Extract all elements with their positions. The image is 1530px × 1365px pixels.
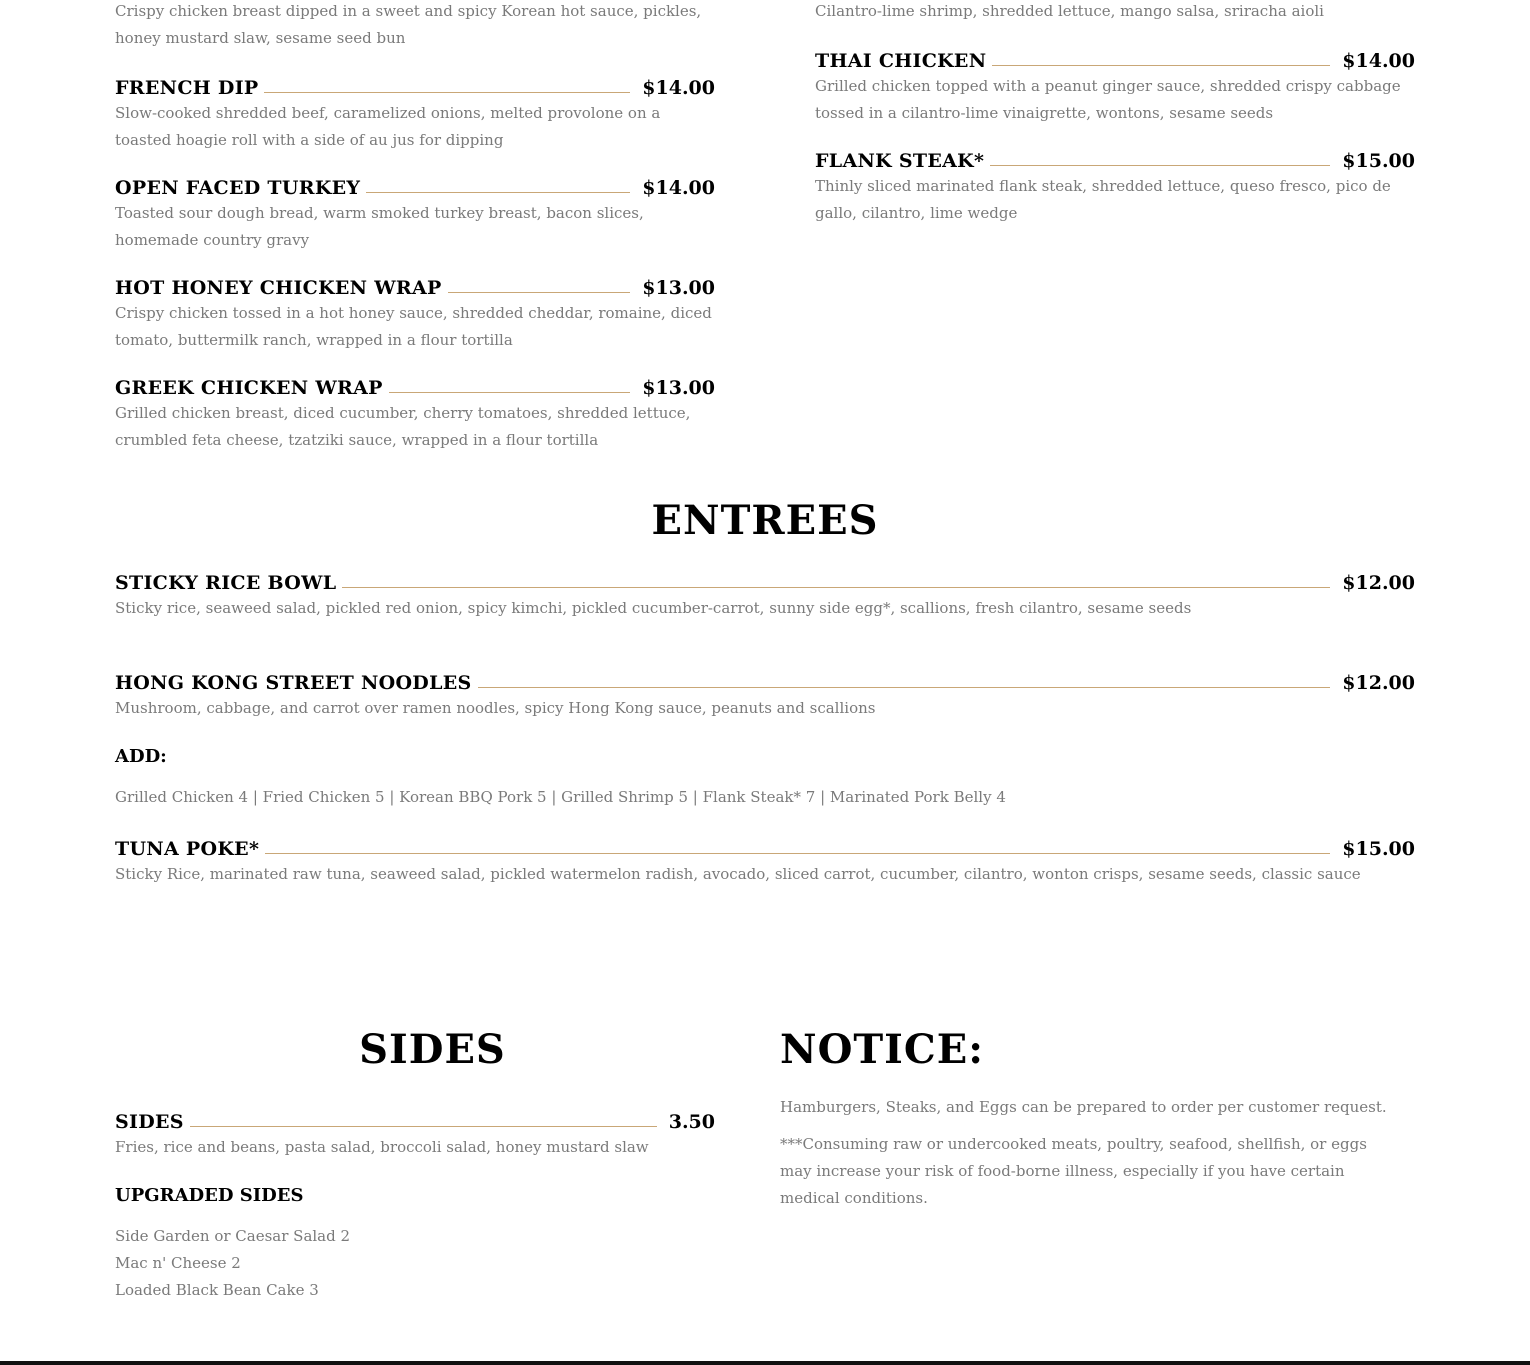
item-price: $13.00 bbox=[642, 277, 715, 299]
add-ons-label: ADD: bbox=[115, 746, 167, 767]
dotted-leader bbox=[366, 191, 630, 193]
item-description: Crispy chicken tossed in a hot honey sauce, shredded cheddar, romaine, diced tomato, buttermilk ranch, wrapped in a flour tortilla bbox=[115, 304, 712, 349]
item-description: Fries, rice and beans, pasta salad, broccoli salad, honey mustard slaw bbox=[115, 1138, 649, 1156]
dotted-leader bbox=[448, 291, 631, 293]
item-price: $14.00 bbox=[642, 177, 715, 199]
dotted-leader bbox=[389, 391, 631, 393]
item-description: Crispy chicken breast dipped in a sweet and spicy Korean hot sauce, pickles, honey mustard slaw, sesame seed bun bbox=[115, 2, 702, 47]
menu-item-tuna-poke bbox=[115, 833, 1415, 888]
menu-item-thai-chicken bbox=[815, 45, 1415, 127]
list-item: Mac n' Cheese 2 bbox=[115, 1254, 241, 1272]
item-price: $13.00 bbox=[642, 377, 715, 399]
dotted-leader bbox=[264, 91, 630, 93]
menu-item-hot-honey-chicken-wrap bbox=[115, 272, 715, 354]
item-name: OPEN FACED TURKEY bbox=[115, 177, 361, 199]
item-description: Grilled chicken breast, diced cucumber, cherry tomatoes, shredded lettuce, crumbled feta cheese, tzatziki sauce, wrapped in a flour tortilla bbox=[115, 404, 691, 449]
item-price: 3.50 bbox=[668, 1111, 715, 1133]
item-price: $14.00 bbox=[642, 77, 715, 99]
menu-item-open-faced-turkey bbox=[115, 172, 715, 254]
menu-item-hong-kong-street-noodles bbox=[115, 667, 1415, 722]
item-description: Grilled chicken topped with a peanut ginger sauce, shredded crispy cabbage tossed in a cilantro-lime vinaigrette, wontons, sesame seeds bbox=[815, 77, 1401, 122]
item-name: HONG KONG STREET NOODLES bbox=[115, 672, 472, 694]
menu-item-french-dip bbox=[115, 72, 715, 154]
menu-item-flank-steak bbox=[815, 145, 1415, 227]
item-description: Sticky Rice, marinated raw tuna, seaweed salad, pickled watermelon radish, avocado, sliced carrot, cucumber, cilantro, wonton crisps, sesame seeds, classic sauce bbox=[115, 865, 1361, 883]
item-name: TUNA POKE* bbox=[115, 838, 260, 860]
item-name: STICKY RICE BOWL bbox=[115, 572, 337, 594]
menu-item-korean-chicken-desc-fragment bbox=[115, 0, 715, 52]
dotted-leader bbox=[342, 586, 1330, 588]
item-price: $15.00 bbox=[1342, 150, 1415, 172]
item-name: THAI CHICKEN bbox=[815, 50, 987, 72]
item-description: Sticky rice, seaweed salad, pickled red onion, spicy kimchi, pickled cucumber-carrot, sunny side egg*, scallions, fresh cilantro, sesame seeds bbox=[115, 599, 1192, 617]
list-item: Loaded Black Bean Cake 3 bbox=[115, 1281, 319, 1299]
item-price: $14.00 bbox=[1342, 50, 1415, 72]
notice-text-consuming-raw: ***Consuming raw or undercooked meats, poultry, seafood, shellfish, or eggs may increase your risk of food-borne illness, especially if you have certain medical conditions. bbox=[780, 1135, 1367, 1207]
menu-item-greek-chicken-wrap bbox=[115, 372, 715, 454]
section-title-notice: NOTICE: bbox=[780, 1026, 984, 1073]
notice-text-prepared: Hamburgers, Steaks, and Eggs can be prepared to order per customer request. bbox=[780, 1098, 1387, 1116]
item-name: FRENCH DIP bbox=[115, 77, 259, 99]
section-title-entrees: ENTREES bbox=[651, 497, 879, 544]
item-description: Mushroom, cabbage, and carrot over ramen noodles, spicy Hong Kong sauce, peanuts and scallions bbox=[115, 699, 876, 717]
item-description: Cilantro-lime shrimp, shredded lettuce, mango salsa, sriracha aioli bbox=[815, 2, 1324, 20]
item-name: FLANK STEAK* bbox=[815, 150, 985, 172]
dotted-leader bbox=[190, 1125, 657, 1127]
item-name: GREEK CHICKEN WRAP bbox=[115, 377, 383, 399]
add-ons-list: Grilled Chicken 4 | Fried Chicken 5 | Korean BBQ Pork 5 | Grilled Shrimp 5 | Flank Steak* 7 | Marinated Pork Belly 4 bbox=[115, 788, 1006, 806]
list-item: Side Garden or Caesar Salad 2 bbox=[115, 1227, 351, 1245]
menu-item-sides bbox=[115, 1106, 715, 1161]
dotted-leader bbox=[265, 852, 1330, 854]
item-price: $12.00 bbox=[1342, 572, 1415, 594]
upgraded-sides-list bbox=[115, 1223, 715, 1304]
dotted-leader bbox=[990, 164, 1330, 166]
bottom-divider bbox=[0, 1361, 1530, 1365]
section-title-sides: SIDES bbox=[359, 1026, 506, 1073]
item-description: Thinly sliced marinated flank steak, shredded lettuce, queso fresco, pico de gallo, cilantro, lime wedge bbox=[815, 177, 1391, 222]
item-name: HOT HONEY CHICKEN WRAP bbox=[115, 277, 442, 299]
item-description: Slow-cooked shredded beef, caramelized onions, melted provolone on a toasted hoagie roll with a side of au jus for dipping bbox=[115, 104, 661, 149]
upgraded-sides-label: UPGRADED SIDES bbox=[115, 1185, 304, 1206]
dotted-leader bbox=[478, 686, 1331, 688]
item-name: SIDES bbox=[115, 1111, 184, 1133]
menu-item-shrimp-desc-fragment bbox=[815, 0, 1415, 25]
item-description: Toasted sour dough bread, warm smoked turkey breast, bacon slices, homemade country gravy bbox=[115, 204, 644, 249]
menu-item-sticky-rice-bowl bbox=[115, 567, 1415, 622]
dotted-leader bbox=[992, 64, 1330, 66]
item-price: $12.00 bbox=[1342, 672, 1415, 694]
item-price: $15.00 bbox=[1342, 838, 1415, 860]
